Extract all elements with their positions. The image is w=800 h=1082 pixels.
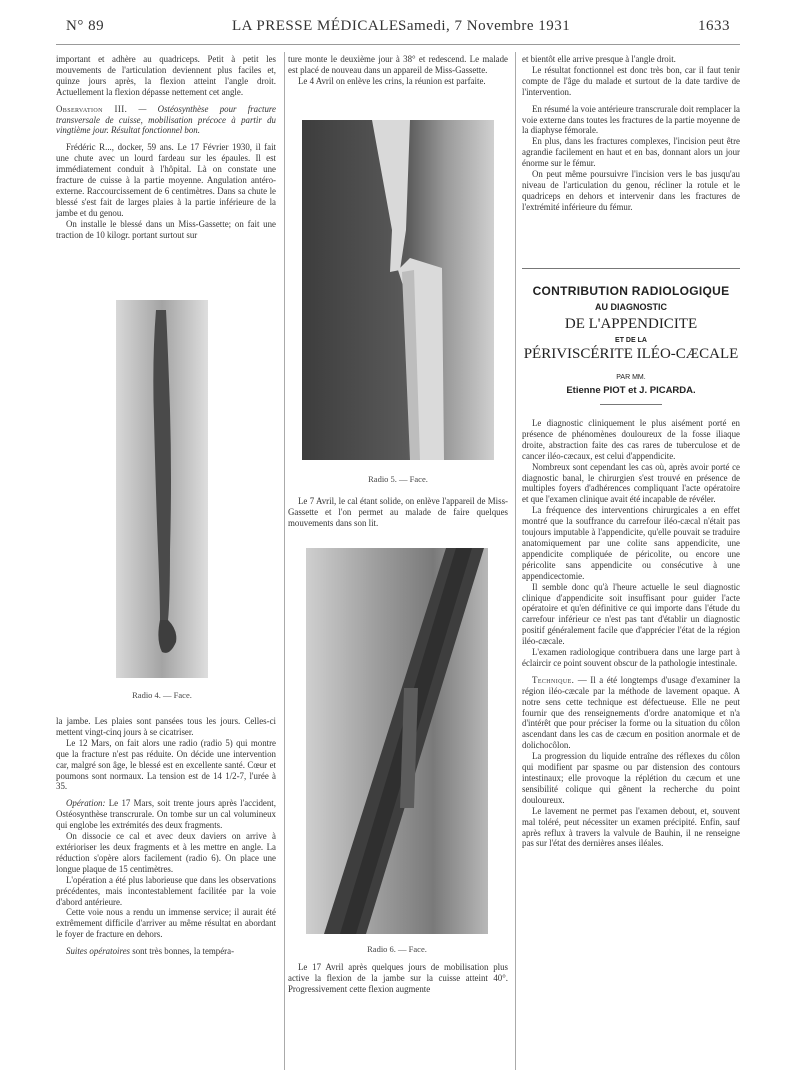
article-paragraph: Le diagnostic cliniquement le plus aisément porté en présence de phénomènes douloureux de la fosse iliaque droite, abstraction faite des cas rares de tuberculose et de cancer iléo-cæcaux, est celui d'appendicite.	[522, 418, 740, 461]
column-3-article	[522, 418, 740, 849]
page-number: 1633	[698, 18, 730, 34]
article-title-line-3: DE L'APPENDICITE	[564, 316, 698, 332]
radiograph-4	[116, 300, 208, 678]
operation-text: Le 17 Mars, soit trente jours après l'accident, Ostéosynthèse transcrurale. On tombe sur un cal volumineux qui englobe les extrémités des deux fragments.	[56, 798, 276, 831]
column-2-bottom	[288, 962, 508, 995]
observation-label: Observation III.	[56, 103, 128, 114]
issue-date: Samedi, 7 Novembre 1931	[398, 18, 571, 34]
col3-paragraph: Le résultat fonctionnel est donc très bon, car il faut tenir compte de l'âge du malade et surtout de la date tardive de l'intervention.	[522, 64, 740, 97]
col1-paragraph: L'opération a été plus laborieuse que dans les observations précédentes, mais incontestablement facilitée par la voie d'abord antérieure.	[56, 874, 276, 907]
article-authors: Etienne PIOT et J. PICARDA.	[566, 385, 696, 396]
radiograph-6	[306, 548, 488, 934]
col3-paragraph: En résumé la voie antérieure transcrurale doit remplacer la voie externe dans toutes les fractures de la partie moyenne de la diaphyse fémorale.	[522, 103, 740, 136]
issue-number: N° 89	[66, 18, 105, 34]
article-paragraph: La progression du liquide entraîne des réflexes du côlon qui modifient par spasme ou par distension des contours intestinaux; elle provoque la réplétion du cæcum et une sensibilité colique qui gênent la recherche du point douloureux.	[522, 751, 740, 805]
column-3-top	[522, 54, 740, 213]
observation-title: — Ostéosynthèse pour fracture transversale de cuisse, mobilisation précoce à partir du vingtième jour. Résultat fonctionnel bon.	[56, 103, 276, 136]
col1-paragraph: Cette voie nous a rendu un immense service; il aurait été extrêmement difficile d'arriver au même résultat en abordant le foyer de fracture en dehors.	[56, 907, 276, 940]
article-separator	[522, 268, 740, 269]
article-paragraph: L'examen radiologique contribuera dans une large part à éclaircir ce point souvent obscur de la pathologie intestinale.	[522, 647, 740, 668]
authors-rule	[600, 404, 662, 405]
article-title-line-4: ET DE LA	[615, 337, 647, 344]
column-1-top	[56, 54, 276, 241]
col1-paragraph: On dissocie ce cal et avec deux daviers on arrive à extérioriser les deux fragments et à les mettre en angle. La réduction s'opère alors facilement (radio 6). On place une longue plaque de 15 centimètres.	[56, 831, 276, 874]
col2-paragraph: ture monte le deuxième jour à 38° et redescend. Le malade est placé de nouveau dans un appareil de Miss-Gassette.	[288, 54, 508, 75]
col2-paragraph: Le 4 Avril on enlève les crins, la réunion est parfaite.	[298, 75, 486, 86]
operation-label: Opération:	[66, 798, 106, 809]
column-2-middle	[288, 496, 508, 529]
column-2-top	[288, 54, 508, 87]
col3-paragraph: On peut même poursuivre l'incision vers le bas jusqu'au niveau de l'articulation du genou, récliner la rotule et le quadriceps en dehors et intervenir dans les fractures de l'extrémité inférieure du fémur.	[522, 169, 740, 212]
journal-title: LA PRESSE MÉDICALE.	[232, 18, 403, 34]
col2-paragraph: Le 7 Avril, le cal étant solide, on enlève l'appareil de Miss-Gassette et l'on permet au malade de faire quelques mouvements dans son lit.	[288, 496, 508, 528]
col3-paragraph: et bientôt elle arrive presque à l'angle droit.	[522, 54, 676, 64]
column-1-bottom	[56, 716, 276, 957]
article-title-line-5: PÉRIVISCÉRITE ILÉO-CÆCALE	[523, 346, 739, 362]
article-title-line-1: CONTRIBUTION RADIOLOGIQUE	[532, 284, 730, 298]
column-rule-2	[515, 52, 516, 1070]
technique-paragraph	[522, 675, 740, 751]
article-by: PAR MM.	[616, 374, 646, 381]
col1-paragraph: Frédéric R..., docker, 59 ans. Le 17 Février 1930, il fait une chute avec un lourd fardeau sur les épaules. Il est immédiatement conduit à l'hôpital. Là on constate une fracture de cuisse à la partie moyenne. Angulation antéro-externe. Raccourcissement de 6 centimètres. Dans sa chute le blessé s'est fait de larges plaies à la partie inférieure de la jambe et du genou.	[56, 142, 276, 218]
observation-heading	[56, 104, 276, 137]
col3-paragraph: En plus, dans les fractures complexes, l'incision peut être agrandie facilement en haut et en bas, donnant alors un jour énorme sur le fémur.	[522, 136, 740, 169]
article-paragraph: Nombreux sont cependant les cas où, après avoir porté ce diagnostic banal, le chirurgien s'est trouvé en présence de multiples foyers d'adhérences compliquant l'acte opératoire et que l'examen clinique avait été incapable de révéler.	[522, 461, 740, 505]
column-rule-1	[284, 52, 285, 1070]
radio-4-caption: Radio 4. — Face.	[132, 690, 192, 700]
article-paragraph: Il semble donc qu'à l'heure actuelle le seul diagnostic clinique d'appendicite soit insuffisant pour guider l'acte opératoire et qu'en définitive ce qui importe dans l'étude du carrefour inférieur ce n'est pas tant d'établir un diagnostic positif généralement facile que d'apprécier l'état de la région iléo-cæcale.	[522, 581, 740, 647]
col1-paragraph: On installe le blessé dans un Miss-Gassette; on fait une traction de 10 kilogr. portant surtout sur	[56, 218, 276, 240]
article-title-line-2: AU DIAGNOSTIC	[595, 302, 667, 312]
col1-paragraph: important et adhère au quadriceps. Petit à petit les mouvements de l'articulation deviennent plus faciles et, quinze jours après, la flexion atteint l'angle droit. Actuellement la flexion dépasse nettement cet angle.	[56, 54, 276, 97]
col2-paragraph: Le 17 Avril après quelques jours de mobilisation plus active la flexion de la jambe sur la cuisse atteint 40°. Progressivement cette flexion augmente	[288, 962, 508, 994]
radio-5-caption: Radio 5. — Face.	[368, 474, 428, 484]
suites-label: Suites opératoires	[66, 946, 131, 957]
technique-text: — Il a été longtemps d'usage d'examiner la région iléo-cæcale par la méthode de lavement opaque. A notre sens cette technique est défectueuse. Elle ne peut fournir que des renseignements d'ordre anatomique et n'a d'intérêt que pour préciser la forme ou la situation du côlon ascendant dans les cas de cæcum en position anormale et de dolichocôlon.	[522, 674, 741, 751]
suites-text: sont très bonnes, la tempéra-	[132, 946, 235, 957]
radio-6-caption: Radio 6. — Face.	[367, 944, 427, 954]
header-rule	[56, 44, 740, 45]
radiograph-5	[302, 120, 494, 460]
article-paragraph: La fréquence des interventions chirurgicales a en effet montré que la souffrance du carrefour iléo-cæcal n'était pas toujours imputable à l'appendicite, qu'elle pouvait se traduire anatomiquement par une colite sans appendicite, une appendicite compliquée de péricolite, ou encore une péricolite sans appendicite ou consécutive à une appendicectomie.	[522, 505, 740, 581]
operation-paragraph	[56, 798, 276, 831]
suites-paragraph	[56, 946, 276, 957]
article-paragraph: Le lavement ne permet pas l'examen debout, et, souvent mal toléré, peut nécessiter un examen précipité. Enfin, sauf après reflux à travers la valvule de Bauhin, il ne renseigne pas sur l'état des dernières anses iléales.	[522, 805, 740, 849]
col1-paragraph: la jambe. Les plaies sont pansées tous les jours. Celles-ci mettent vingt-cinq jours à se cicatriser.	[56, 716, 276, 737]
col1-paragraph: Le 12 Mars, on fait alors une radio (radio 5) qui montre que la fracture n'est pas réduite. On décide une intervention car, malgré son âge, le blessé est en excellente santé. Cœur et poumons sont normaux. La tension est de 14 1/2-7, l'urée à 35.	[56, 737, 276, 792]
technique-label: Technique.	[532, 674, 575, 685]
